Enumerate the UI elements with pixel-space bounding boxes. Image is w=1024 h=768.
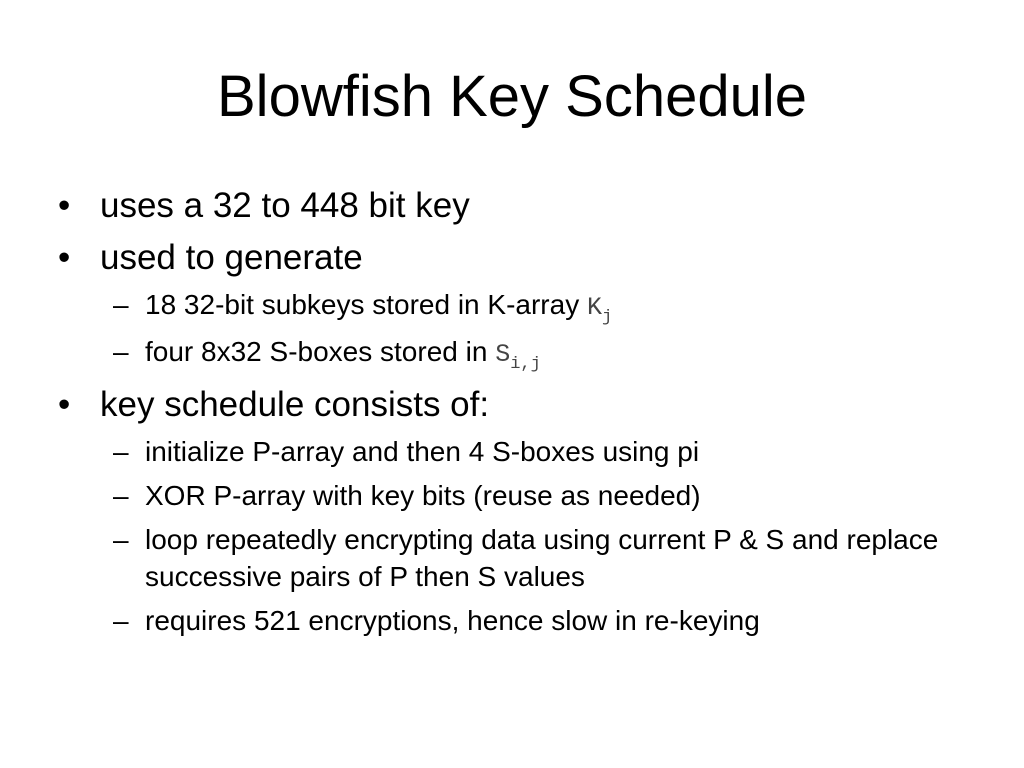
s-box-symbol: $S_{i,j}$	[495, 340, 541, 374]
sub-bullet-item	[54, 521, 984, 595]
dash-icon: –	[113, 436, 129, 467]
bullet-item	[54, 180, 984, 232]
sub-bullet-text: initialize P-array and then 4 S-boxes using pi	[145, 436, 700, 467]
sub-bullet-text: XOR P-array with key bits (reuse as needed)	[145, 480, 701, 511]
sub-bullet-item	[54, 433, 984, 470]
bullet-item	[54, 232, 984, 284]
sub-bullet-text: requires 521 encryptions, hence slow in re-keying	[145, 605, 760, 636]
bullet-dot-icon: •	[58, 385, 71, 424]
bullet-item	[54, 379, 984, 431]
sub-bullet-text: four 8x32 S-boxes stored in	[145, 336, 496, 367]
bullet-list	[54, 180, 984, 646]
sub-bullet-text: loop repeatedly encrypting data using current P & S and replace successive pairs of P then S values	[145, 524, 939, 592]
sub-bullet-item	[54, 477, 984, 514]
bullet-text: key schedule consists of:	[100, 385, 490, 424]
dash-icon: –	[113, 336, 129, 367]
dash-icon: –	[113, 524, 129, 555]
sub-bullet-text: 18 32-bit subkeys stored in K-array	[145, 289, 587, 320]
slide-title: Blowfish Key Schedule	[217, 64, 807, 129]
dash-icon: –	[113, 289, 129, 320]
s-box-subscript: i,j	[510, 355, 541, 374]
sub-bullet-item	[54, 333, 984, 373]
bullet-dot-icon: •	[58, 238, 71, 277]
sub-bullet-item	[54, 286, 984, 326]
bullet-text: used to generate	[100, 238, 363, 277]
dash-icon: –	[113, 480, 129, 511]
bullet-text: uses a 32 to 448 bit key	[100, 186, 470, 225]
dash-icon: –	[113, 605, 129, 636]
bullet-dot-icon: •	[58, 186, 71, 225]
k-array-subscript: j	[602, 308, 613, 327]
k-array-symbol: $K_j$	[586, 293, 613, 327]
sub-bullet-item	[54, 602, 984, 639]
